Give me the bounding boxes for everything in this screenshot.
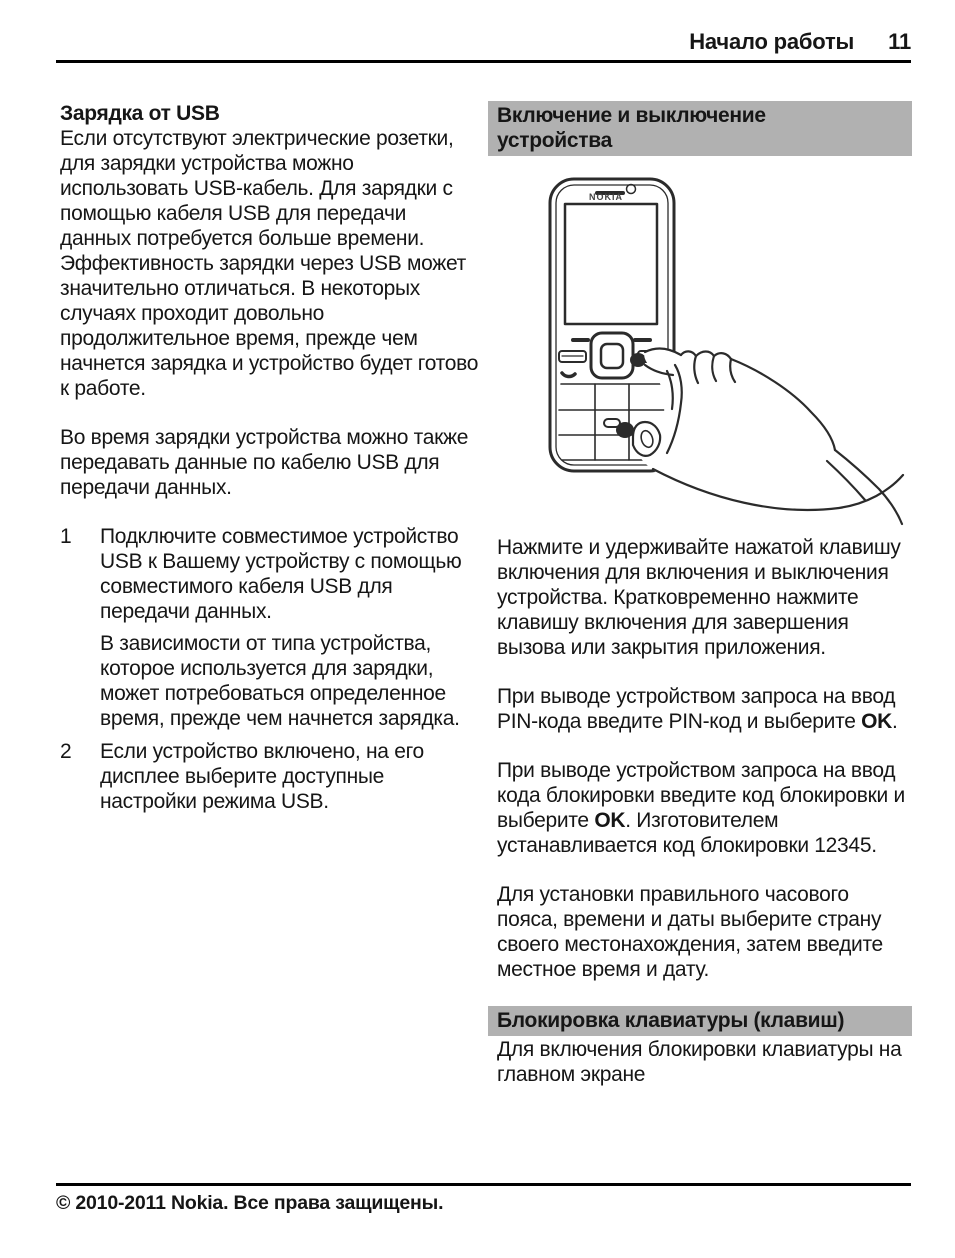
phone-power-key-drawing: [545, 169, 905, 529]
step-body: [100, 739, 480, 814]
numbered-step-list: [60, 524, 480, 814]
section-heading-keypad-lock: Блокировка клавиатуры (клавиш): [488, 1006, 912, 1036]
page-footer: [56, 1183, 911, 1215]
paragraph-pin-code: [497, 684, 912, 734]
lock-text: При выводе устройством запроса на ввод кода блокировки введите код блокировки и выберите: [497, 759, 905, 832]
step-body: [100, 524, 480, 731]
dpad-outer: [591, 333, 633, 378]
paragraph-lock-code: [497, 758, 912, 858]
paragraph-keypad-lock: Для включения блокировки клавиатуры на главном экране: [497, 1038, 902, 1086]
left-column: [60, 101, 480, 1111]
thumb-press-dot: [616, 422, 634, 438]
brand-label: NOKIA: [589, 192, 623, 202]
step-text: Если устройство включено, на его дисплее выберите доступные настройки режима USB.: [100, 740, 424, 813]
step-subtext: В зависимости от типа устройства, которое используется для зарядки, может потребоваться определенное время, прежде чем начнется зарядка.: [100, 632, 460, 730]
phone-screen: [565, 204, 657, 324]
paragraph-usb-charging-1: Если отсутствуют электрические розетки, для зарядки устройства можно использовать USB-кабель. Для зарядки с помощью кабеля USB для передачи данных потребуется больше времени. Эффективность зарядки через USB может значительно отличаться. В некоторых случаях проходит довольно продолжительное время, прежде чем начнется зарядка и устройство будет готово к работе.: [60, 127, 479, 400]
content-columns: [60, 101, 912, 1111]
section-heading-power-on-off: Включение и выключение устройства: [488, 101, 912, 156]
page-header: [56, 29, 911, 55]
page-number: 11: [888, 29, 911, 54]
phone-illustration: [545, 169, 912, 535]
step-number: 2: [60, 740, 72, 763]
ok-label: OK: [861, 710, 893, 733]
copyright-text: © 2010-2011 Nokia. Все права защищены.: [56, 1192, 444, 1214]
header-section-title: Начало работы: [689, 29, 855, 54]
section-heading-usb-charging: Зарядка от USB: [60, 102, 220, 125]
pin-text-after: .: [892, 710, 898, 733]
paragraph-time-zone: Для установки правильного часового пояса, времени и даты выберите страну своего местонахождения, затем введите местное время и дату.: [497, 883, 883, 981]
pin-text: При выводе устройством запроса на ввод PIN-кода введите PIN-код и выберите: [497, 685, 896, 733]
right-column: [497, 101, 912, 1111]
lock-text-after: . Изготовителем устанавливается код блокировки 12345.: [497, 809, 877, 857]
step-number: 1: [60, 525, 72, 548]
pressed-key-dot: [630, 353, 646, 367]
header-rule: [56, 60, 911, 63]
list-item: [60, 739, 480, 814]
step-text: Подключите совместимое устройство USB к Вашему устройству с помощью совместимого кабеля USB для передачи данных.: [100, 525, 462, 623]
ok-label: OK: [594, 809, 626, 832]
paragraph-usb-charging-2: Во время зарядки устройства можно также передавать данные по кабелю USB для передачи данных.: [60, 426, 469, 499]
paragraph-power-key: Нажмите и удерживайте нажатой клавишу включения для включения и выключения устройства. Кратковременно нажмите клавишу включения для завершения вызова или закрытия приложения.: [497, 536, 901, 659]
list-item: [60, 524, 480, 731]
